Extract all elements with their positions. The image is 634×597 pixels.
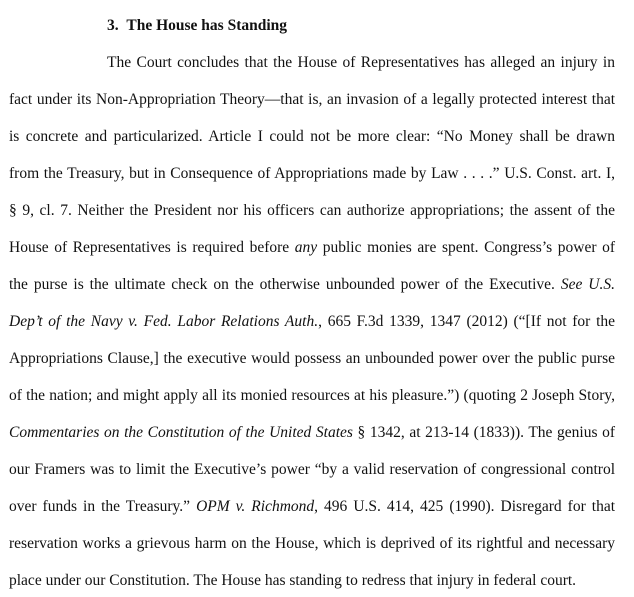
- paragraph-line: [107, 53, 615, 73]
- line-text: [9, 90, 615, 110]
- line-text: [9, 572, 576, 589]
- paragraph-line: [9, 386, 615, 406]
- paragraph-line: [9, 349, 615, 369]
- text-run: our Framers was to limit the Executive’s power “by a valid reservation of congressional control: [9, 461, 615, 478]
- text-run: The Court concludes that the House of Representatives has alleged an injury in: [107, 54, 615, 71]
- line-text: [9, 349, 615, 369]
- paragraph-line: [9, 312, 615, 332]
- line-text: [9, 534, 615, 554]
- text-run: is concrete and particularized. Article I could not be more clear: “No Money shall be drawn: [9, 128, 615, 145]
- italic-citation: any: [294, 239, 318, 256]
- italic-citation: Dep’t of the Navy v. Fed. Labor Relations Auth.: [9, 313, 319, 330]
- line-text: [9, 460, 615, 480]
- italic-citation: Commentaries on the Constitution of the United States: [9, 424, 353, 441]
- paragraph-line: [9, 497, 615, 517]
- paragraph-line: [9, 460, 615, 480]
- line-text: [9, 275, 615, 295]
- paragraph-line: [9, 534, 615, 554]
- paragraph-line: [9, 164, 615, 184]
- section-title: The House has Standing: [126, 17, 288, 34]
- section-heading: [107, 16, 287, 36]
- paragraph-line: [9, 275, 615, 295]
- paragraph-line: [9, 423, 615, 443]
- italic-citation: OPM v. Richmond: [196, 498, 315, 515]
- text-run: over funds in the Treasury.”: [9, 498, 197, 515]
- paragraph-line: [9, 571, 576, 591]
- line-text: [9, 386, 615, 406]
- paragraph-line: [9, 90, 615, 110]
- line-text: [9, 312, 615, 332]
- paragraph-line: [9, 201, 615, 221]
- text-run: reservation works a grievous harm on the House, which is deprived of its rightful and necessary: [9, 535, 615, 552]
- text-run: Appropriations Clause,] the executive would possess an unbounded power over the public purse: [9, 350, 615, 367]
- text-run: House of Representatives is required before: [9, 239, 295, 256]
- text-run: § 1342, at 213-14 (1833)). The genius of: [352, 424, 616, 441]
- line-text: [9, 201, 615, 221]
- text-run: § 9, cl. 7. Neither the President nor his officers can authorize appropriations; the assent of the: [9, 202, 615, 219]
- line-text: [9, 164, 615, 184]
- section-number: 3.: [107, 17, 119, 34]
- italic-citation: See U.S.: [560, 276, 616, 293]
- text-run: fact under its Non-Appropriation Theory—that is, an invasion of a legally protected interest that: [9, 91, 615, 108]
- text-run: place under our Constitution. The House has standing to redress that injury in federal court.: [9, 572, 577, 589]
- line-text: [9, 423, 615, 443]
- text-run: from the Treasury, but in Consequence of Appropriations made by Law . . . .” U.S. Const. art. I,: [9, 165, 615, 182]
- paragraph-line: [9, 127, 615, 147]
- text-run: of the nation; and might apply all its monied resources at his pleasure.”) (quoting 2 Joseph Story,: [9, 387, 615, 404]
- line-text: [9, 497, 615, 517]
- text-run: , 496 U.S. 414, 425 (1990). Disregard for that: [314, 498, 615, 515]
- paragraph-line: [9, 238, 615, 258]
- line-text: [9, 238, 615, 258]
- line-text: [9, 127, 615, 147]
- text-run: , 665 F.3d 1339, 1347 (2012) (“[If not for the: [318, 313, 616, 330]
- text-run: the purse is the ultimate check on the otherwise unbounded power of the Executive.: [9, 276, 561, 293]
- text-run: public monies are spent. Congress’s power of: [317, 239, 615, 256]
- line-text: [107, 53, 615, 73]
